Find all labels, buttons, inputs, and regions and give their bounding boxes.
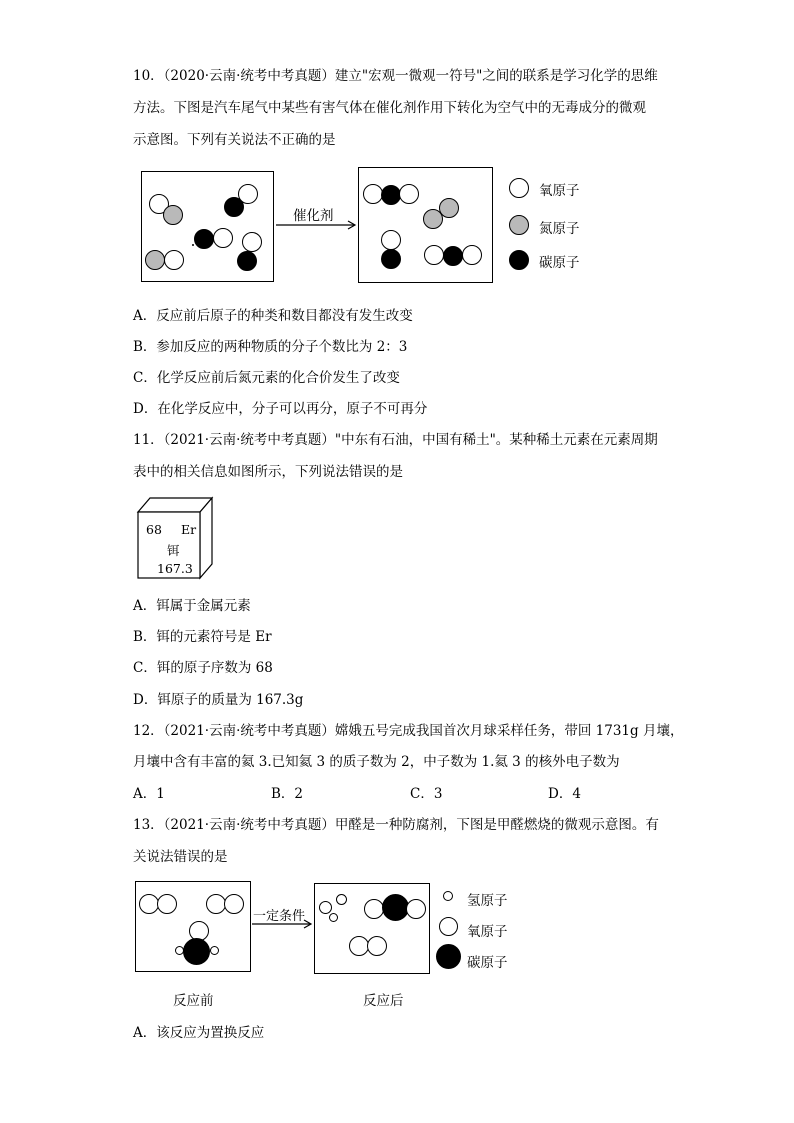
carbon-atom xyxy=(382,894,409,921)
carbon-atom xyxy=(224,197,244,217)
q11-option-d: D．铒原子的质量为 167.3g xyxy=(133,692,304,708)
element-symbol: Er xyxy=(181,522,197,537)
q13-arrow-label: 一定条件 xyxy=(253,909,306,924)
caption-after: 反应后 xyxy=(363,993,404,1009)
q13-stem-line2: 关说法错误的是 xyxy=(133,849,228,865)
oxygen-atom xyxy=(213,228,233,248)
q10-stem-line3: 示意图。下列有关说法不正确的是 xyxy=(133,132,336,148)
legend-hydrogen-label: 氢原子 xyxy=(467,893,508,909)
carbon-atom xyxy=(194,229,214,249)
oxygen-atom xyxy=(462,245,482,265)
hydrogen-atom xyxy=(329,913,338,922)
oxygen-atom xyxy=(367,936,387,956)
legend-oxygen-label: 氧原子 xyxy=(467,924,508,940)
carbon-atom xyxy=(183,938,210,965)
oxygen-atom xyxy=(364,899,384,919)
q10-arrow-label: 催化剂 xyxy=(293,208,334,224)
q13-option-a: A．该反应为置换反应 xyxy=(133,1025,265,1041)
nitrogen-atom xyxy=(163,205,183,225)
q11-option-b: B．铒的元素符号是 Er xyxy=(133,629,272,645)
q12-option-d: D．4 xyxy=(548,786,581,802)
element-atomic-number: 68 xyxy=(146,522,162,537)
q10-option-b: B．参加反应的两种物质的分子个数比为 2：3 xyxy=(133,339,408,355)
q11-option-a: A．铒属于金属元素 xyxy=(133,598,251,614)
caption-before: 反应前 xyxy=(173,993,214,1009)
q10-option-a: A．反应前后原子的种类和数目都没有发生改变 xyxy=(133,308,413,324)
q11-option-c: C．铒的原子序数为 68 xyxy=(133,660,273,676)
oxygen-atom xyxy=(381,230,401,250)
carbon-atom xyxy=(381,249,401,269)
q11-stem-line1: 11．（2021·云南·统考中考真题）"中东有石油，中国有稀土"。某种稀土元素在元素周期 xyxy=(133,432,658,448)
q12-option-b: B．2 xyxy=(271,786,304,802)
legend-carbon-icon xyxy=(509,250,529,270)
carbon-atom xyxy=(237,251,257,271)
q10-stem-line1: 10．（2020·云南·统考中考真题）建立"宏观一微观一符号"之间的联系是学习化学的思维 xyxy=(133,68,658,84)
oxygen-atom xyxy=(363,184,383,204)
q11-stem-line2: 表中的相关信息如图所示，下列说法错误的是 xyxy=(133,464,403,480)
q10-option-d: D．在化学反应中，分子可以再分，原子不可再分 xyxy=(133,401,428,417)
legend-nitrogen-label: 氮原子 xyxy=(539,221,580,237)
hydrogen-atom xyxy=(175,946,184,955)
q12-option-a: A．1 xyxy=(133,786,165,802)
legend-oxygen-icon xyxy=(439,917,458,936)
mark-dot xyxy=(192,244,194,246)
q13-after-box xyxy=(314,883,430,974)
q10-stem-line2: 方法。下图是汽车尾气中某些有害气体在催化剂作用下转化为空气中的无毒成分的微观 xyxy=(133,100,646,116)
oxygen-atom xyxy=(157,894,177,914)
nitrogen-atom xyxy=(145,250,165,270)
oxygen-atom xyxy=(242,232,262,252)
oxygen-atom xyxy=(349,936,369,956)
oxygen-atom xyxy=(424,245,444,265)
reaction-arrow-icon xyxy=(274,219,360,231)
carbon-atom xyxy=(443,246,463,266)
hydrogen-atom xyxy=(336,894,347,905)
element-atomic-mass: 167.3 xyxy=(157,561,193,576)
oxygen-atom xyxy=(406,899,426,919)
q12-stem-line2: 月壤中含有丰富的氦 3.已知氦 3 的质子数为 2，中子数为 1.氦 3 的核外电子数为 xyxy=(133,754,620,770)
carbon-atom xyxy=(381,185,401,205)
legend-carbon-label: 碳原子 xyxy=(539,255,580,271)
element-name: 铒 xyxy=(167,543,180,558)
oxygen-atom xyxy=(224,894,244,914)
oxygen-atom xyxy=(319,901,332,914)
nitrogen-atom xyxy=(423,209,443,229)
oxygen-atom xyxy=(139,894,159,914)
q12-stem-line1: 12．（2021·云南·统考中考真题）嫦娥五号完成我国首次月球采样任务，带回 1731g 月壤， xyxy=(133,723,684,739)
legend-carbon-label: 碳原子 xyxy=(467,955,508,971)
legend-oxygen-label: 氧原子 xyxy=(539,183,580,199)
legend-hydrogen-icon xyxy=(443,891,453,901)
oxygen-atom xyxy=(164,250,184,270)
legend-nitrogen-icon xyxy=(509,215,529,235)
oxygen-atom xyxy=(206,894,226,914)
hydrogen-atom xyxy=(210,946,219,955)
q10-option-c: C．化学反应前后氮元素的化合价发生了改变 xyxy=(133,370,400,386)
oxygen-atom xyxy=(399,184,419,204)
legend-oxygen-icon xyxy=(509,178,529,198)
q13-stem-line1: 13．（2021·云南·统考中考真题）甲醛是一种防腐剂，下图是甲醛燃烧的微观示意图。有 xyxy=(133,817,659,833)
legend-carbon-icon xyxy=(436,944,461,969)
reaction-arrow-icon xyxy=(250,918,316,930)
q12-option-c: C．3 xyxy=(410,786,443,802)
